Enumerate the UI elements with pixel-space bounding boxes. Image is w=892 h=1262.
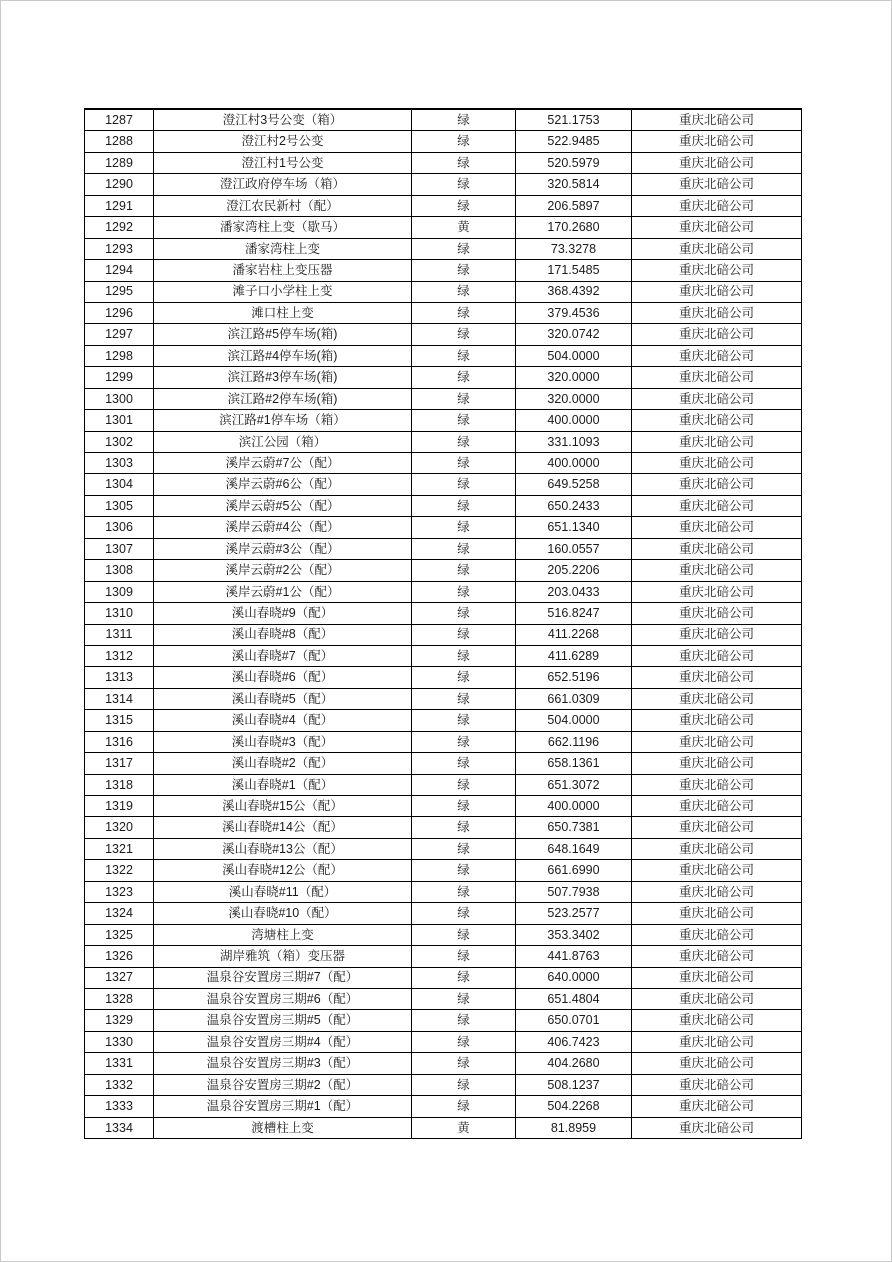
row-company-cell: 重庆北碚公司 xyxy=(632,238,802,259)
row-name-cell: 溪山春晓#3（配） xyxy=(154,731,412,752)
row-name-cell: 渡槽柱上变 xyxy=(154,1117,412,1138)
row-name-cell: 溪山春晓#2（配） xyxy=(154,753,412,774)
row-status-color-cell: 绿 xyxy=(412,645,516,666)
row-name-cell: 滩口柱上变 xyxy=(154,302,412,323)
row-name-cell: 湾塘柱上变 xyxy=(154,924,412,945)
row-id-cell: 1313 xyxy=(85,667,154,688)
row-company-cell: 重庆北碚公司 xyxy=(632,1117,802,1138)
row-id-cell: 1291 xyxy=(85,195,154,216)
row-value-cell: 203.0433 xyxy=(516,581,632,602)
row-value-cell: 170.2680 xyxy=(516,217,632,238)
table-row xyxy=(85,753,802,774)
row-name-cell: 溪岸云蔚#6公（配） xyxy=(154,474,412,495)
table-row xyxy=(85,774,802,795)
row-id-cell: 1317 xyxy=(85,753,154,774)
row-status-color-cell: 绿 xyxy=(412,517,516,538)
row-status-color-cell: 绿 xyxy=(412,753,516,774)
row-status-color-cell: 绿 xyxy=(412,860,516,881)
row-name-cell: 滨江路#1停车场（箱） xyxy=(154,410,412,431)
row-company-cell: 重庆北碚公司 xyxy=(632,796,802,817)
row-id-cell: 1288 xyxy=(85,131,154,152)
row-id-cell: 1315 xyxy=(85,710,154,731)
row-status-color-cell: 黄 xyxy=(412,217,516,238)
row-company-cell: 重庆北碚公司 xyxy=(632,624,802,645)
row-name-cell: 温泉谷安置房三期#4（配） xyxy=(154,1031,412,1052)
row-company-cell: 重庆北碚公司 xyxy=(632,881,802,902)
row-name-cell: 温泉谷安置房三期#1（配） xyxy=(154,1096,412,1117)
row-value-cell: 640.0000 xyxy=(516,967,632,988)
row-company-cell: 重庆北碚公司 xyxy=(632,774,802,795)
row-company-cell: 重庆北碚公司 xyxy=(632,753,802,774)
table-row xyxy=(85,109,802,131)
row-company-cell: 重庆北碚公司 xyxy=(632,1010,802,1031)
row-value-cell: 160.0557 xyxy=(516,538,632,559)
row-id-cell: 1292 xyxy=(85,217,154,238)
row-company-cell: 重庆北碚公司 xyxy=(632,174,802,195)
row-status-color-cell: 绿 xyxy=(412,946,516,967)
row-company-cell: 重庆北碚公司 xyxy=(632,195,802,216)
row-status-color-cell: 绿 xyxy=(412,688,516,709)
table-row xyxy=(85,517,802,538)
row-value-cell: 400.0000 xyxy=(516,453,632,474)
row-company-cell: 重庆北碚公司 xyxy=(632,431,802,452)
row-status-color-cell: 绿 xyxy=(412,924,516,945)
row-id-cell: 1301 xyxy=(85,410,154,431)
row-company-cell: 重庆北碚公司 xyxy=(632,645,802,666)
row-value-cell: 379.4536 xyxy=(516,302,632,323)
table-row xyxy=(85,667,802,688)
row-status-color-cell: 绿 xyxy=(412,988,516,1009)
table-row xyxy=(85,967,802,988)
row-status-color-cell: 绿 xyxy=(412,1031,516,1052)
row-name-cell: 溪山春晓#9（配） xyxy=(154,603,412,624)
row-name-cell: 滩子口小学柱上变 xyxy=(154,281,412,302)
row-status-color-cell: 绿 xyxy=(412,838,516,859)
row-status-color-cell: 绿 xyxy=(412,603,516,624)
row-value-cell: 652.5196 xyxy=(516,667,632,688)
row-name-cell: 澄江村2号公变 xyxy=(154,131,412,152)
row-company-cell: 重庆北碚公司 xyxy=(632,581,802,602)
row-value-cell: 651.1340 xyxy=(516,517,632,538)
row-value-cell: 411.2268 xyxy=(516,624,632,645)
row-name-cell: 溪山春晓#6（配） xyxy=(154,667,412,688)
row-value-cell: 504.2268 xyxy=(516,1096,632,1117)
row-company-cell: 重庆北碚公司 xyxy=(632,1074,802,1095)
table-row xyxy=(85,881,802,902)
row-id-cell: 1303 xyxy=(85,453,154,474)
row-company-cell: 重庆北碚公司 xyxy=(632,1096,802,1117)
row-name-cell: 溪山春晓#11（配） xyxy=(154,881,412,902)
row-id-cell: 1329 xyxy=(85,1010,154,1031)
table-row xyxy=(85,645,802,666)
table-row xyxy=(85,603,802,624)
row-name-cell: 滨江路#5停车场(箱) xyxy=(154,324,412,345)
row-id-cell: 1287 xyxy=(85,109,154,131)
table-row xyxy=(85,324,802,345)
row-id-cell: 1305 xyxy=(85,495,154,516)
table-row xyxy=(85,903,802,924)
row-id-cell: 1299 xyxy=(85,367,154,388)
row-id-cell: 1311 xyxy=(85,624,154,645)
row-status-color-cell: 绿 xyxy=(412,667,516,688)
row-id-cell: 1330 xyxy=(85,1031,154,1052)
row-company-cell: 重庆北碚公司 xyxy=(632,667,802,688)
table-row xyxy=(85,1117,802,1138)
row-status-color-cell: 绿 xyxy=(412,774,516,795)
row-id-cell: 1307 xyxy=(85,538,154,559)
table-row xyxy=(85,195,802,216)
row-company-cell: 重庆北碚公司 xyxy=(632,281,802,302)
table-row xyxy=(85,238,802,259)
row-name-cell: 溪山春晓#4（配） xyxy=(154,710,412,731)
row-company-cell: 重庆北碚公司 xyxy=(632,603,802,624)
row-value-cell: 661.0309 xyxy=(516,688,632,709)
row-name-cell: 温泉谷安置房三期#2（配） xyxy=(154,1074,412,1095)
table-row xyxy=(85,453,802,474)
row-status-color-cell: 绿 xyxy=(412,324,516,345)
row-value-cell: 504.0000 xyxy=(516,345,632,366)
table-row xyxy=(85,474,802,495)
row-value-cell: 320.0000 xyxy=(516,367,632,388)
row-name-cell: 溪岸云蔚#5公（配） xyxy=(154,495,412,516)
row-value-cell: 648.1649 xyxy=(516,838,632,859)
row-id-cell: 1295 xyxy=(85,281,154,302)
table-row xyxy=(85,388,802,409)
table-body xyxy=(85,109,802,1139)
row-id-cell: 1290 xyxy=(85,174,154,195)
row-value-cell: 507.7938 xyxy=(516,881,632,902)
row-name-cell: 温泉谷安置房三期#7（配） xyxy=(154,967,412,988)
row-id-cell: 1309 xyxy=(85,581,154,602)
row-status-color-cell: 绿 xyxy=(412,131,516,152)
row-company-cell: 重庆北碚公司 xyxy=(632,517,802,538)
row-company-cell: 重庆北碚公司 xyxy=(632,495,802,516)
row-value-cell: 658.1361 xyxy=(516,753,632,774)
row-status-color-cell: 绿 xyxy=(412,538,516,559)
table-row xyxy=(85,710,802,731)
row-status-color-cell: 绿 xyxy=(412,560,516,581)
row-value-cell: 523.2577 xyxy=(516,903,632,924)
row-id-cell: 1297 xyxy=(85,324,154,345)
row-id-cell: 1326 xyxy=(85,946,154,967)
row-name-cell: 澄江村3号公变（箱） xyxy=(154,109,412,131)
row-name-cell: 溪山春晓#1（配） xyxy=(154,774,412,795)
transformer-table-wrap xyxy=(84,108,802,1139)
row-status-color-cell: 绿 xyxy=(412,495,516,516)
row-value-cell: 331.1093 xyxy=(516,431,632,452)
row-value-cell: 504.0000 xyxy=(516,710,632,731)
row-company-cell: 重庆北碚公司 xyxy=(632,1053,802,1074)
row-value-cell: 411.6289 xyxy=(516,645,632,666)
table-row xyxy=(85,924,802,945)
row-company-cell: 重庆北碚公司 xyxy=(632,967,802,988)
row-name-cell: 澄江政府停车场（箱） xyxy=(154,174,412,195)
row-status-color-cell: 绿 xyxy=(412,710,516,731)
row-status-color-cell: 绿 xyxy=(412,152,516,173)
row-status-color-cell: 绿 xyxy=(412,903,516,924)
row-name-cell: 湖岸雅筑（箱）变压器 xyxy=(154,946,412,967)
table-row xyxy=(85,131,802,152)
table-row xyxy=(85,1053,802,1074)
row-value-cell: 404.2680 xyxy=(516,1053,632,1074)
row-status-color-cell: 绿 xyxy=(412,581,516,602)
row-company-cell: 重庆北碚公司 xyxy=(632,217,802,238)
table-row xyxy=(85,345,802,366)
row-value-cell: 649.5258 xyxy=(516,474,632,495)
row-id-cell: 1319 xyxy=(85,796,154,817)
row-status-color-cell: 绿 xyxy=(412,302,516,323)
row-id-cell: 1321 xyxy=(85,838,154,859)
row-id-cell: 1331 xyxy=(85,1053,154,1074)
table-row xyxy=(85,1010,802,1031)
row-value-cell: 206.5897 xyxy=(516,195,632,216)
row-id-cell: 1298 xyxy=(85,345,154,366)
row-company-cell: 重庆北碚公司 xyxy=(632,688,802,709)
row-company-cell: 重庆北碚公司 xyxy=(632,988,802,1009)
table-row xyxy=(85,217,802,238)
row-status-color-cell: 绿 xyxy=(412,624,516,645)
row-id-cell: 1296 xyxy=(85,302,154,323)
row-status-color-cell: 绿 xyxy=(412,1096,516,1117)
row-value-cell: 650.7381 xyxy=(516,817,632,838)
row-value-cell: 651.3072 xyxy=(516,774,632,795)
row-name-cell: 溪山春晓#12公（配） xyxy=(154,860,412,881)
row-value-cell: 353.3402 xyxy=(516,924,632,945)
table-row xyxy=(85,431,802,452)
row-value-cell: 516.8247 xyxy=(516,603,632,624)
row-name-cell: 潘家岩柱上变压器 xyxy=(154,260,412,281)
table-row xyxy=(85,817,802,838)
row-status-color-cell: 绿 xyxy=(412,731,516,752)
table-row xyxy=(85,796,802,817)
row-name-cell: 温泉谷安置房三期#6（配） xyxy=(154,988,412,1009)
table-row xyxy=(85,946,802,967)
row-id-cell: 1312 xyxy=(85,645,154,666)
row-name-cell: 澄江农民新村（配） xyxy=(154,195,412,216)
table-row xyxy=(85,1031,802,1052)
row-value-cell: 320.5814 xyxy=(516,174,632,195)
row-status-color-cell: 绿 xyxy=(412,367,516,388)
row-status-color-cell: 绿 xyxy=(412,109,516,131)
row-status-color-cell: 绿 xyxy=(412,281,516,302)
row-name-cell: 溪山春晓#8（配） xyxy=(154,624,412,645)
row-value-cell: 73.3278 xyxy=(516,238,632,259)
row-id-cell: 1320 xyxy=(85,817,154,838)
table-row xyxy=(85,860,802,881)
row-company-cell: 重庆北碚公司 xyxy=(632,838,802,859)
row-company-cell: 重庆北碚公司 xyxy=(632,474,802,495)
row-id-cell: 1318 xyxy=(85,774,154,795)
row-value-cell: 171.5485 xyxy=(516,260,632,281)
row-value-cell: 406.7423 xyxy=(516,1031,632,1052)
row-id-cell: 1306 xyxy=(85,517,154,538)
row-status-color-cell: 绿 xyxy=(412,431,516,452)
row-status-color-cell: 绿 xyxy=(412,410,516,431)
table-row xyxy=(85,838,802,859)
row-name-cell: 潘家湾柱上变（歇马） xyxy=(154,217,412,238)
row-company-cell: 重庆北碚公司 xyxy=(632,1031,802,1052)
row-status-color-cell: 绿 xyxy=(412,238,516,259)
row-id-cell: 1314 xyxy=(85,688,154,709)
row-status-color-cell: 绿 xyxy=(412,453,516,474)
row-name-cell: 溪岸云蔚#2公（配） xyxy=(154,560,412,581)
row-value-cell: 81.8959 xyxy=(516,1117,632,1138)
row-status-color-cell: 绿 xyxy=(412,174,516,195)
row-name-cell: 滨江路#2停车场(箱) xyxy=(154,388,412,409)
row-company-cell: 重庆北碚公司 xyxy=(632,560,802,581)
row-status-color-cell: 绿 xyxy=(412,388,516,409)
row-status-color-cell: 绿 xyxy=(412,345,516,366)
row-company-cell: 重庆北碚公司 xyxy=(632,367,802,388)
row-value-cell: 520.5979 xyxy=(516,152,632,173)
row-company-cell: 重庆北碚公司 xyxy=(632,260,802,281)
row-name-cell: 溪岸云蔚#1公（配） xyxy=(154,581,412,602)
row-value-cell: 441.8763 xyxy=(516,946,632,967)
row-value-cell: 522.9485 xyxy=(516,131,632,152)
row-name-cell: 溪山春晓#7（配） xyxy=(154,645,412,666)
row-company-cell: 重庆北碚公司 xyxy=(632,860,802,881)
row-name-cell: 溪山春晓#15公（配） xyxy=(154,796,412,817)
row-value-cell: 651.4804 xyxy=(516,988,632,1009)
row-id-cell: 1294 xyxy=(85,260,154,281)
row-name-cell: 溪岸云蔚#7公（配） xyxy=(154,453,412,474)
table-row xyxy=(85,281,802,302)
row-company-cell: 重庆北碚公司 xyxy=(632,324,802,345)
table-row xyxy=(85,495,802,516)
row-value-cell: 320.0000 xyxy=(516,388,632,409)
row-company-cell: 重庆北碚公司 xyxy=(632,731,802,752)
table-row xyxy=(85,1074,802,1095)
table-row xyxy=(85,152,802,173)
row-status-color-cell: 绿 xyxy=(412,967,516,988)
row-name-cell: 潘家湾柱上变 xyxy=(154,238,412,259)
transformer-table xyxy=(84,108,802,1139)
row-company-cell: 重庆北碚公司 xyxy=(632,345,802,366)
row-id-cell: 1289 xyxy=(85,152,154,173)
row-name-cell: 滨江公园（箱） xyxy=(154,431,412,452)
row-status-color-cell: 绿 xyxy=(412,1053,516,1074)
row-name-cell: 溪山春晓#5（配） xyxy=(154,688,412,709)
row-name-cell: 澄江村1号公变 xyxy=(154,152,412,173)
row-name-cell: 溪山春晓#10（配） xyxy=(154,903,412,924)
row-name-cell: 溪岸云蔚#3公（配） xyxy=(154,538,412,559)
row-id-cell: 1323 xyxy=(85,881,154,902)
row-status-color-cell: 绿 xyxy=(412,195,516,216)
row-company-cell: 重庆北碚公司 xyxy=(632,131,802,152)
table-row xyxy=(85,538,802,559)
row-value-cell: 205.2206 xyxy=(516,560,632,581)
row-id-cell: 1324 xyxy=(85,903,154,924)
row-status-color-cell: 绿 xyxy=(412,796,516,817)
row-company-cell: 重庆北碚公司 xyxy=(632,946,802,967)
row-company-cell: 重庆北碚公司 xyxy=(632,903,802,924)
row-company-cell: 重庆北碚公司 xyxy=(632,410,802,431)
row-status-color-cell: 绿 xyxy=(412,260,516,281)
row-company-cell: 重庆北碚公司 xyxy=(632,152,802,173)
row-name-cell: 溪山春晓#13公（配） xyxy=(154,838,412,859)
table-row xyxy=(85,560,802,581)
row-id-cell: 1300 xyxy=(85,388,154,409)
row-id-cell: 1332 xyxy=(85,1074,154,1095)
row-name-cell: 温泉谷安置房三期#3（配） xyxy=(154,1053,412,1074)
row-name-cell: 滨江路#3停车场(箱) xyxy=(154,367,412,388)
row-id-cell: 1333 xyxy=(85,1096,154,1117)
table-row xyxy=(85,688,802,709)
row-company-cell: 重庆北碚公司 xyxy=(632,710,802,731)
row-id-cell: 1302 xyxy=(85,431,154,452)
table-row xyxy=(85,302,802,323)
table-row xyxy=(85,581,802,602)
table-row xyxy=(85,260,802,281)
row-value-cell: 662.1196 xyxy=(516,731,632,752)
row-value-cell: 661.6990 xyxy=(516,860,632,881)
row-value-cell: 650.2433 xyxy=(516,495,632,516)
row-id-cell: 1327 xyxy=(85,967,154,988)
table-row xyxy=(85,367,802,388)
row-value-cell: 320.0742 xyxy=(516,324,632,345)
table-row xyxy=(85,174,802,195)
table-row xyxy=(85,624,802,645)
row-company-cell: 重庆北碚公司 xyxy=(632,109,802,131)
row-company-cell: 重庆北碚公司 xyxy=(632,302,802,323)
row-company-cell: 重庆北碚公司 xyxy=(632,817,802,838)
row-status-color-cell: 黄 xyxy=(412,1117,516,1138)
table-row xyxy=(85,988,802,1009)
row-status-color-cell: 绿 xyxy=(412,817,516,838)
row-name-cell: 溪岸云蔚#4公（配） xyxy=(154,517,412,538)
row-value-cell: 400.0000 xyxy=(516,410,632,431)
row-name-cell: 温泉谷安置房三期#5（配） xyxy=(154,1010,412,1031)
row-id-cell: 1322 xyxy=(85,860,154,881)
row-company-cell: 重庆北碚公司 xyxy=(632,924,802,945)
row-id-cell: 1304 xyxy=(85,474,154,495)
row-id-cell: 1293 xyxy=(85,238,154,259)
row-status-color-cell: 绿 xyxy=(412,1010,516,1031)
row-company-cell: 重庆北碚公司 xyxy=(632,538,802,559)
row-value-cell: 368.4392 xyxy=(516,281,632,302)
row-id-cell: 1334 xyxy=(85,1117,154,1138)
row-id-cell: 1325 xyxy=(85,924,154,945)
row-id-cell: 1316 xyxy=(85,731,154,752)
row-value-cell: 650.0701 xyxy=(516,1010,632,1031)
row-company-cell: 重庆北碚公司 xyxy=(632,388,802,409)
row-value-cell: 400.0000 xyxy=(516,796,632,817)
row-value-cell: 508.1237 xyxy=(516,1074,632,1095)
table-row xyxy=(85,1096,802,1117)
row-status-color-cell: 绿 xyxy=(412,881,516,902)
row-company-cell: 重庆北碚公司 xyxy=(632,453,802,474)
row-name-cell: 滨江路#4停车场(箱) xyxy=(154,345,412,366)
row-value-cell: 521.1753 xyxy=(516,109,632,131)
row-status-color-cell: 绿 xyxy=(412,474,516,495)
table-row xyxy=(85,731,802,752)
table-row xyxy=(85,410,802,431)
row-id-cell: 1328 xyxy=(85,988,154,1009)
row-id-cell: 1308 xyxy=(85,560,154,581)
row-name-cell: 溪山春晓#14公（配） xyxy=(154,817,412,838)
row-id-cell: 1310 xyxy=(85,603,154,624)
row-status-color-cell: 绿 xyxy=(412,1074,516,1095)
